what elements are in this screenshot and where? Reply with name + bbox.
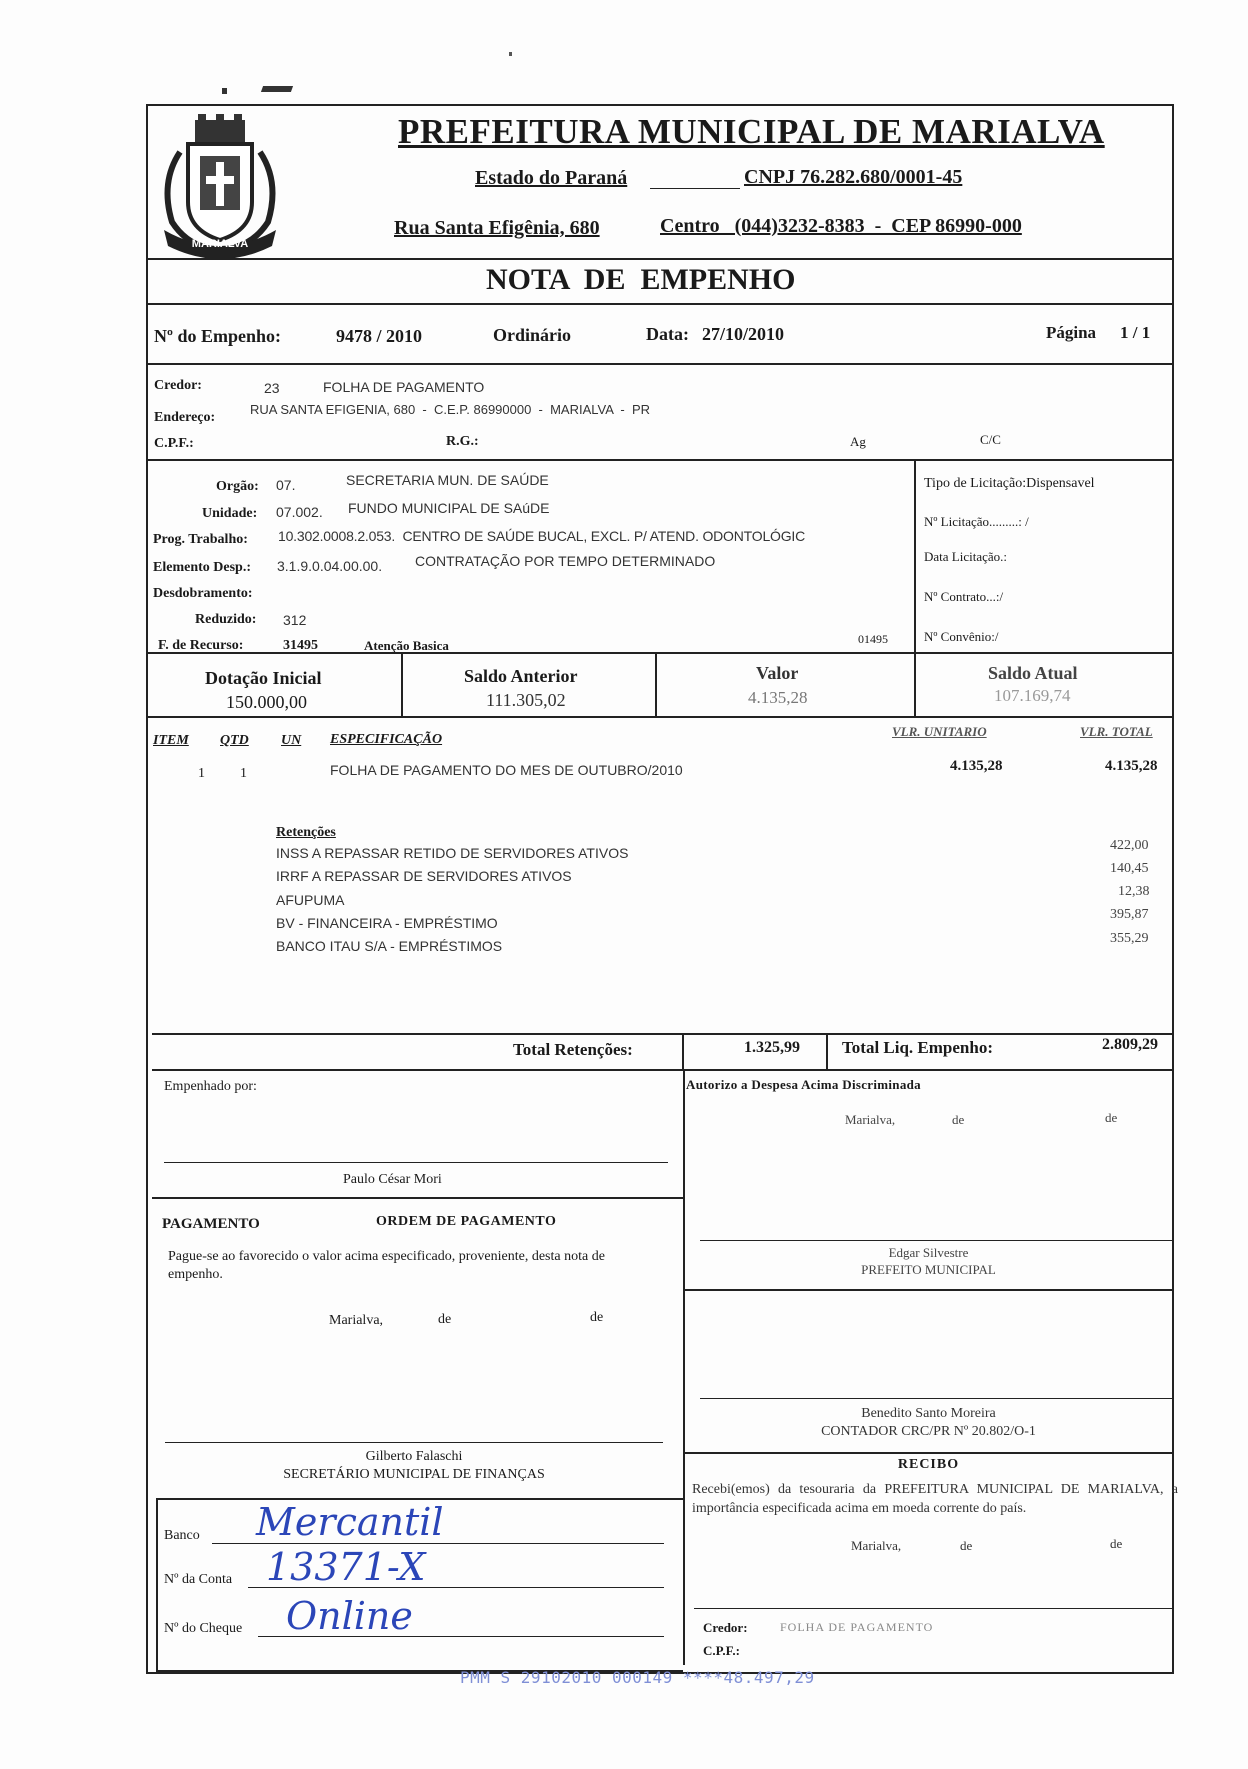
retencao-value: 395,87: [1110, 907, 1149, 922]
secretario-title: SECRETÁRIO MUNICIPAL DE FINANÇAS: [283, 1467, 545, 1482]
signature-line: [700, 1398, 1174, 1399]
signature-line: [700, 1240, 1174, 1241]
cheque-handwriting: Online: [286, 1594, 413, 1638]
dotacao-value: 150.000,00: [226, 692, 307, 712]
autorizo-de1: de: [952, 1112, 965, 1127]
total-liquido-value: 2.809,29: [1102, 1036, 1158, 1053]
saldo-atual-label: Saldo Atual: [988, 663, 1078, 683]
saldo-anterior-label: Saldo Anterior: [464, 666, 578, 686]
prefeito-name: Edgar Silvestre: [888, 1245, 969, 1260]
col-un: UN: [281, 733, 302, 748]
recibo-cpf-label: C.P.F.:: [703, 1643, 740, 1658]
autorizo-title: Autorizo a Despesa Acima Discriminada: [686, 1077, 921, 1092]
recurso-value: 31495: [283, 638, 318, 653]
coat-of-arms-text: MARIALVA: [191, 238, 249, 250]
unidade-name: FUNDO MUNICIPAL DE SAúDE: [348, 500, 550, 516]
doc-title: NOTA DE EMPENHO: [486, 263, 796, 296]
ag-label: Ag: [850, 434, 866, 449]
col-espec: ESPECIFICAÇÃO: [330, 732, 443, 747]
recurso-desc: Atenção Basica: [364, 638, 449, 653]
total-retencoes-label: Total Retenções:: [513, 1040, 633, 1059]
licitacao-date: Data Licitação.:: [924, 549, 1008, 564]
secretario-name: Gilberto Falaschi: [365, 1449, 463, 1464]
divider: [152, 1033, 1174, 1035]
col-qtd: QTD: [220, 733, 249, 748]
credor-code: 23: [264, 380, 280, 396]
divider: [683, 1289, 1174, 1291]
cc-label: C/C: [980, 432, 1001, 447]
divider: [146, 716, 1174, 718]
retencao-desc: AFUPUMA: [276, 892, 345, 908]
contador-name: Benedito Santo Moreira: [861, 1406, 996, 1421]
divider: [146, 303, 1174, 305]
retencao-value: 422,00: [1110, 838, 1149, 853]
divider: [655, 652, 657, 716]
divider: [152, 1197, 683, 1199]
elemento-label: Elemento Desp.:: [153, 560, 251, 575]
empenhado-name: Paulo César Mori: [343, 1172, 442, 1187]
divider: [683, 1069, 685, 1665]
total-liquido-label: Total Liq. Empenho:: [842, 1038, 993, 1057]
conta-handwriting: 13371-X: [266, 1545, 426, 1589]
header-line-underline: [650, 188, 740, 189]
empenho-date: 27/10/2010: [702, 324, 785, 344]
divider: [156, 1498, 158, 1670]
licitacao-type: Tipo de Licitação:Dispensavel: [924, 476, 1095, 491]
header-address-street: Rua Santa Efigênia, 680: [394, 217, 600, 239]
scan-mark: [509, 52, 512, 56]
retencao-value: 140,45: [1110, 861, 1149, 876]
recibo-de1: de: [960, 1538, 973, 1553]
saldo-atual-value: 107.169,74: [994, 686, 1071, 705]
page-label: Página: [1046, 323, 1097, 342]
reduzido-value: 312: [283, 612, 307, 628]
convenio-number: Nº Convênio:/: [924, 629, 999, 644]
elemento-code: 3.1.9.0.04.00.00.: [277, 558, 383, 574]
pagamento-title: PAGAMENTO: [162, 1216, 260, 1232]
item-number: 1: [198, 766, 205, 781]
empenho-date-label: Data:: [646, 324, 689, 344]
divider: [146, 459, 1174, 461]
recurso-label: F. de Recurso:: [158, 638, 244, 653]
pagamento-text: Pague-se ao favorecido o valor acima especificado, proveniente, desta nota de empenho.: [168, 1249, 605, 1282]
retencao-desc: IRRF A REPASSAR DE SERVIDORES ATIVOS: [276, 868, 572, 884]
cheque-label: Nº do Cheque: [164, 1621, 243, 1636]
col-total: VLR. TOTAL: [1080, 724, 1153, 739]
licitacao-number: Nº Licitação.........: /: [924, 514, 1029, 529]
recibo-credor-label: Credor:: [703, 1620, 748, 1635]
orgao-name: SECRETARIA MUN. DE SAÚDE: [346, 472, 549, 488]
banco-handwriting: Mercantil: [256, 1500, 444, 1544]
desdobramento-label: Desdobramento:: [153, 586, 253, 601]
retencao-desc: BANCO ITAU S/A - EMPRÉSTIMOS: [276, 938, 503, 954]
recibo-title: RECIBO: [897, 1457, 960, 1472]
retencao-value: 12,38: [1118, 884, 1150, 899]
divider: [152, 1069, 1174, 1071]
pagamento-de2: de: [590, 1310, 604, 1325]
orgao-code: 07.: [276, 477, 296, 493]
autorizo-city: Marialva,: [845, 1112, 896, 1127]
reduzido-label: Reduzido:: [195, 612, 257, 627]
item-total-value: 4.135,28: [1105, 758, 1158, 774]
scan-mark: [261, 86, 293, 92]
unidade-code: 07.002.: [276, 504, 323, 520]
signature-line: [694, 1608, 1174, 1609]
unidade-label: Unidade:: [202, 506, 258, 521]
item-qty: 1: [240, 766, 247, 781]
contador-title: CONTADOR CRC/PR Nº 20.802/O-1: [821, 1424, 1036, 1439]
dotacao-label: Dotação Inicial: [205, 668, 322, 688]
recurso-number: 01495: [858, 632, 888, 646]
header-title: PREFEITURA MUNICIPAL DE MARIALVA: [398, 112, 1105, 151]
divider: [914, 652, 916, 716]
contrato-number: Nº Contrato...:/: [924, 589, 1004, 604]
col-item: ITEM: [153, 733, 189, 748]
retencao-desc: INSS A REPASSAR RETIDO DE SERVIDORES ATIVOS: [276, 845, 629, 861]
pagamento-de1: de: [438, 1312, 452, 1327]
pagamento-city: Marialva,: [329, 1313, 384, 1328]
item-spec: FOLHA DE PAGAMENTO DO MES DE OUTUBRO/2010: [330, 762, 683, 778]
item-unit-value: 4.135,28: [950, 758, 1003, 774]
empenho-number: 9478 / 2010: [336, 326, 423, 346]
payment-stamp: PMM S 29102010 000149 ****48.497,29: [460, 1668, 815, 1687]
orgao-label: Orgão:: [216, 479, 259, 494]
recibo-text: Recebi(emos) da tesouraria da PREFEITURA MUNICIPAL DE MARIALVA, a importância especificada acima em moeda corrente do país.: [692, 1482, 1178, 1516]
prog-value: 10.302.0008.2.053. CENTRO DE SAÚDE BUCAL, EXCL. P/ ATEND. ODONTOLÓGIC: [278, 528, 806, 544]
divider: [146, 652, 1174, 654]
ordem-title: ORDEM DE PAGAMENTO: [376, 1214, 557, 1229]
divider: [146, 363, 1174, 365]
total-retencoes-value: 1.325,99: [744, 1039, 800, 1056]
signature-line: [164, 1162, 668, 1163]
address-label: Endereço:: [154, 410, 216, 425]
header-address-rest: Centro (044)3232-8383 - CEP 86990-000: [660, 215, 1022, 237]
autorizo-de2: de: [1105, 1110, 1118, 1125]
elemento-name: CONTRATAÇÃO POR TEMPO DETERMINADO: [415, 553, 716, 569]
recibo-credor: FOLHA DE PAGAMENTO: [780, 1620, 934, 1634]
valor-value: 4.135,28: [748, 688, 808, 707]
banco-label: Banco: [164, 1528, 200, 1543]
cpf-label: C.P.F.:: [154, 436, 194, 451]
empenho-number-label: Nº do Empenho:: [154, 326, 281, 346]
header-state: Estado do Paraná: [475, 167, 628, 189]
coat-of-arms: [150, 112, 290, 260]
divider: [683, 1452, 1174, 1454]
divider: [826, 1033, 828, 1069]
recibo-city: Marialva,: [851, 1538, 902, 1553]
page-number: 1 / 1: [1120, 323, 1151, 342]
prog-label: Prog. Trabalho:: [153, 532, 248, 547]
empenho-type: Ordinário: [493, 325, 572, 345]
empenhado-label: Empenhado por:: [164, 1079, 257, 1094]
prefeito-title: PREFEITO MUNICIPAL: [861, 1262, 996, 1277]
divider: [914, 459, 916, 652]
credor-name: FOLHA DE PAGAMENTO: [323, 379, 485, 395]
recibo-de2: de: [1110, 1536, 1123, 1551]
conta-label: Nº da Conta: [164, 1572, 233, 1587]
valor-label: Valor: [756, 663, 799, 683]
divider: [682, 1033, 684, 1069]
header-cnpj: CNPJ 76.282.680/0001-45: [744, 166, 963, 188]
retencao-value: 355,29: [1110, 931, 1149, 946]
retencoes-title: Retenções: [276, 825, 336, 840]
scan-mark: [222, 88, 227, 94]
rg-label: R.G.:: [446, 434, 479, 449]
divider: [401, 652, 403, 716]
credor-label: Credor:: [154, 378, 202, 393]
signature-line: [165, 1442, 663, 1443]
credor-address: RUA SANTA EFIGENIA, 680 - C.E.P. 86990000 - MARIALVA - PR: [250, 402, 651, 417]
saldo-anterior-value: 111.305,02: [486, 690, 566, 710]
retencao-desc: BV - FINANCEIRA - EMPRÉSTIMO: [276, 915, 498, 931]
col-unit: VLR. UNITARIO: [892, 724, 987, 739]
divider: [146, 258, 1174, 260]
